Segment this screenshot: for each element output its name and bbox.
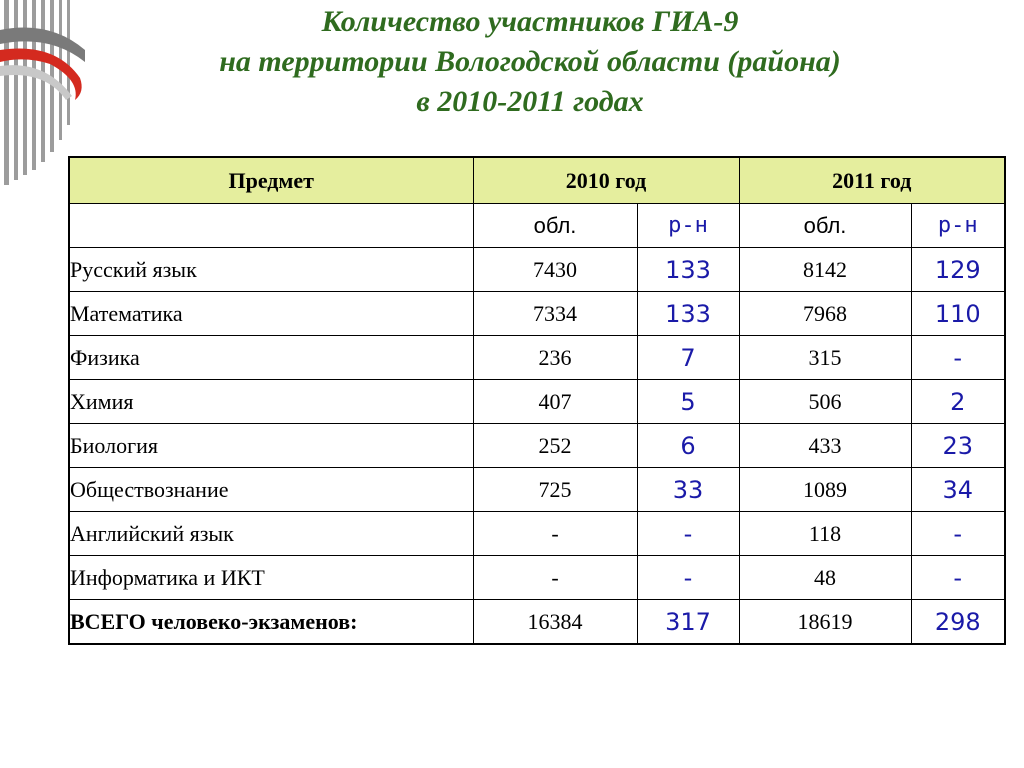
rn-2011-cell: 129 (911, 248, 1005, 292)
obl-2011-cell: 315 (739, 336, 911, 380)
obl-2010-cell: - (473, 556, 637, 600)
subject-cell: Химия (69, 380, 473, 424)
table-row (69, 468, 1005, 512)
subheader-empty (69, 204, 473, 248)
obl-2011-cell: 48 (739, 556, 911, 600)
obl-2010-cell: 725 (473, 468, 637, 512)
slide-title (140, 2, 920, 122)
obl-2010-cell: 7430 (473, 248, 637, 292)
table-total-row (69, 600, 1005, 645)
header-2010: 2010 год (473, 157, 739, 204)
table-row (69, 424, 1005, 468)
table-subheader-row (69, 204, 1005, 248)
table-row (69, 380, 1005, 424)
total-obl-2010-cell: 16384 (473, 600, 637, 645)
total-rn-2010-cell: 317 (637, 600, 739, 645)
table-header-row (69, 157, 1005, 204)
obl-2010-cell: - (473, 512, 637, 556)
obl-2011-cell: 118 (739, 512, 911, 556)
rn-2011-cell: 23 (911, 424, 1005, 468)
total-label-cell: ВСЕГО человеко-экзаменов: (69, 600, 473, 645)
obl-2011-cell: 433 (739, 424, 911, 468)
rn-2010-cell: 133 (637, 248, 739, 292)
title-line-3: в 2010-2011 годах (416, 85, 644, 118)
obl-2011-cell: 1089 (739, 468, 911, 512)
rn-2010-cell: 5 (637, 380, 739, 424)
rn-2011-cell: - (911, 512, 1005, 556)
obl-2010-cell: 7334 (473, 292, 637, 336)
subject-cell: Английский язык (69, 512, 473, 556)
subject-cell: Математика (69, 292, 473, 336)
subject-cell: Русский язык (69, 248, 473, 292)
table-row (69, 292, 1005, 336)
subheader-rn-2011: р-н (911, 204, 1005, 248)
rn-2010-cell: 33 (637, 468, 739, 512)
subject-cell: Информатика и ИКТ (69, 556, 473, 600)
rn-2011-cell: - (911, 556, 1005, 600)
obl-2011-cell: 7968 (739, 292, 911, 336)
header-2011: 2011 год (739, 157, 1005, 204)
title-line-2: на территории Вологодской области (района) (219, 45, 841, 78)
rn-2011-cell: 34 (911, 468, 1005, 512)
rn-2011-cell: 110 (911, 292, 1005, 336)
table-row (69, 248, 1005, 292)
rn-2010-cell: 7 (637, 336, 739, 380)
subheader-obl-2011: обл. (739, 204, 911, 248)
table-row (69, 556, 1005, 600)
rn-2010-cell: - (637, 512, 739, 556)
header-subject: Предмет (69, 157, 473, 204)
title-line-1: Количество участников ГИА-9 (321, 5, 739, 38)
table-row (69, 512, 1005, 556)
obl-2011-cell: 506 (739, 380, 911, 424)
rn-2010-cell: - (637, 556, 739, 600)
obl-2010-cell: 236 (473, 336, 637, 380)
obl-2011-cell: 8142 (739, 248, 911, 292)
subheader-rn-2010: р-н (637, 204, 739, 248)
rn-2011-cell: - (911, 336, 1005, 380)
rn-2010-cell: 133 (637, 292, 739, 336)
obl-2010-cell: 407 (473, 380, 637, 424)
subheader-obl-2010: обл. (473, 204, 637, 248)
obl-2010-cell: 252 (473, 424, 637, 468)
subject-cell: Биология (69, 424, 473, 468)
participants-table (68, 156, 1006, 645)
subject-cell: Обществознание (69, 468, 473, 512)
subject-cell: Физика (69, 336, 473, 380)
total-rn-2011-cell: 298 (911, 600, 1005, 645)
total-obl-2011-cell: 18619 (739, 600, 911, 645)
rn-2010-cell: 6 (637, 424, 739, 468)
rn-2011-cell: 2 (911, 380, 1005, 424)
table-row (69, 336, 1005, 380)
